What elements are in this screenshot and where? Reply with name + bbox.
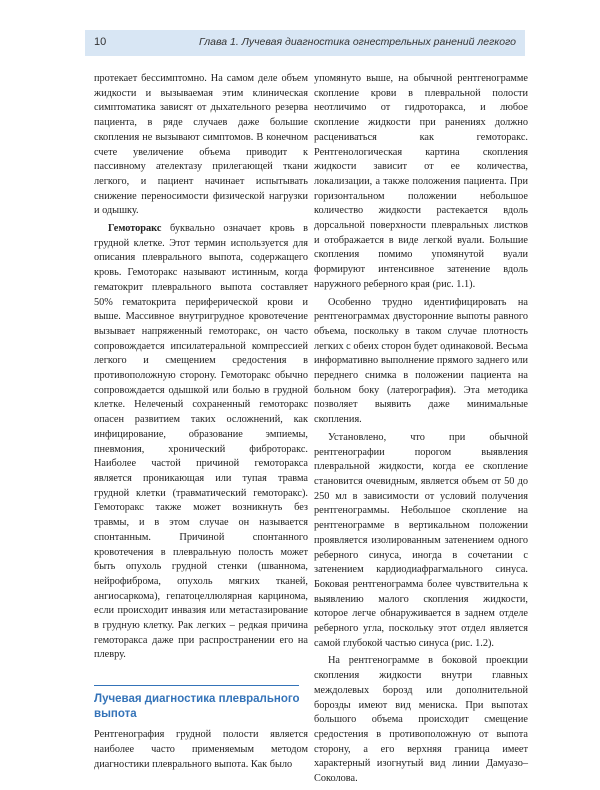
page-number: 10 xyxy=(94,36,107,48)
left-column xyxy=(94,72,308,775)
paragraph: Установлено, что при обычной рентгенографии порогом выявления плевральной жидкости, когда ее скопление становится очевидным, является объем от 50 до 250 мл в зависимости от условий получения рентгенограммы. Небольшое скопление на рентгенограмме в вертикальном положении проявляется изолированным затенением одного реберного синуса, иногда в сочетании с затенением кардиодиафрагмального синуса. Боковая рентгенограмма более чувствительна к выявлению малого скопления жидкости, которое легче обнаруживается в заднем отделе реберного угла, поскольку этот отдел является самой глубокой частью синуса (рис. 1.2). xyxy=(314,431,528,649)
paragraph: На рентгенограмме в боковой проекции скопления жидкости внутри главных междолевых борозд или дополнительной борозды имеют вид мениска. При выпотах большого объема происходит смещение средостения в противоположную от выпота сторону, а его верхняя граница имеет характерный изогнутый вид линии Дамуазо–Соколова. xyxy=(314,655,528,785)
paragraph: упомянуто выше, на обычной рентгенограмме скопление крови в плевральной полости неотличимо от гидроторакса, и любое скопление жидкости при ранениях должно расцениваться как гемоторакс. Рентгенологическая картина скопления жидкости зависит от ее количества, локализации, а также положения пациента. При горизонтальном положении небольшое количество жидкости растекается вдоль дорсальной поверхности плевральных листков и отображается в виде легкой вуали. Большие скопления помимо упомянутой вуали формируют интенсивное затенение вдоль наружного реберного края (рис. 1.1). xyxy=(314,73,528,290)
right-column xyxy=(314,72,528,790)
paragraph: протекает бессимптомно. На самом деле объем жидкости и вызываемая этим клиническая симптоматика зависят от дыхательного резерва пациента, в ряде случаев даже большие скопления не вызывают симптомов. В конечном счете увеличение объема приводит к пассивному ателектазу прилегающей ткани легкого, и пациент начинает испытывать снижение переносимости физической нагрузки и одышку. xyxy=(94,73,308,217)
section-heading: Лучевая диагностика плеврального выпота xyxy=(94,685,308,722)
running-title: Глава 1. Лучевая диагностика огнестрельных ранений легкого xyxy=(198,36,516,48)
term-hemothorax: Гемоторакс xyxy=(108,223,162,235)
paragraph: Рентгенография грудной полости является наиболее часто применяемым методом диагностики плеврального выпота. Как было xyxy=(94,729,308,770)
paragraph-text: буквально означает кровь в грудной клетке. Этот термин используется для описания плеврального выпота, содержащего кровь. Гемоторакс называют истинным, когда гематокрит плеврального выпота составляет 50% гематокрита периферической крови и выше. Массивное внутригрудное кровотечение вызывает напряженный гемоторакс, он часто сопровождается ипсилатеральной компрессией легкого и смещением средостения в противоположную сторону. Гемоторакс обычно сопровождается одышкой или болью в грудной клетке. Нелеченый сохраненный гемоторакс опасен развитием таких осложнений, как инфицирование, образование эмпиемы, пневмония, хронический фиброторакс. Наиболее частой причиной гемоторакса является проникающая или тупая травма грудной клетки (травматический гемоторакс). Гемоторакс также может возникнуть без травмы, и в этом случае он называется спонтанным. Причиной спонтанного кровотечения в плевральную полость может быть опухоль грудной стенки (шваннома, нейрофиброма, опухоль мягких тканей, ангиосаркома), гепатоцеллюлярная карцинома, если происходит инвазия или метастазирование в грудную клетку. Рак легких – редкая причина гемоторакса даже при распространении его на плевру. xyxy=(94,223,308,661)
paragraph-hemothorax xyxy=(94,222,308,663)
paragraph: Особенно трудно идентифицировать на рентгенограммах двусторонние выпоты равного объема, поскольку в таком случае плотность легких с обеих сторон будет одинаковой. Весьма информативно выполнение прямого заднего или переднего снимка в положении пациента на больном боку (латерография). Эта методика позволяет выявить даже минимальные скопления. xyxy=(314,296,528,426)
